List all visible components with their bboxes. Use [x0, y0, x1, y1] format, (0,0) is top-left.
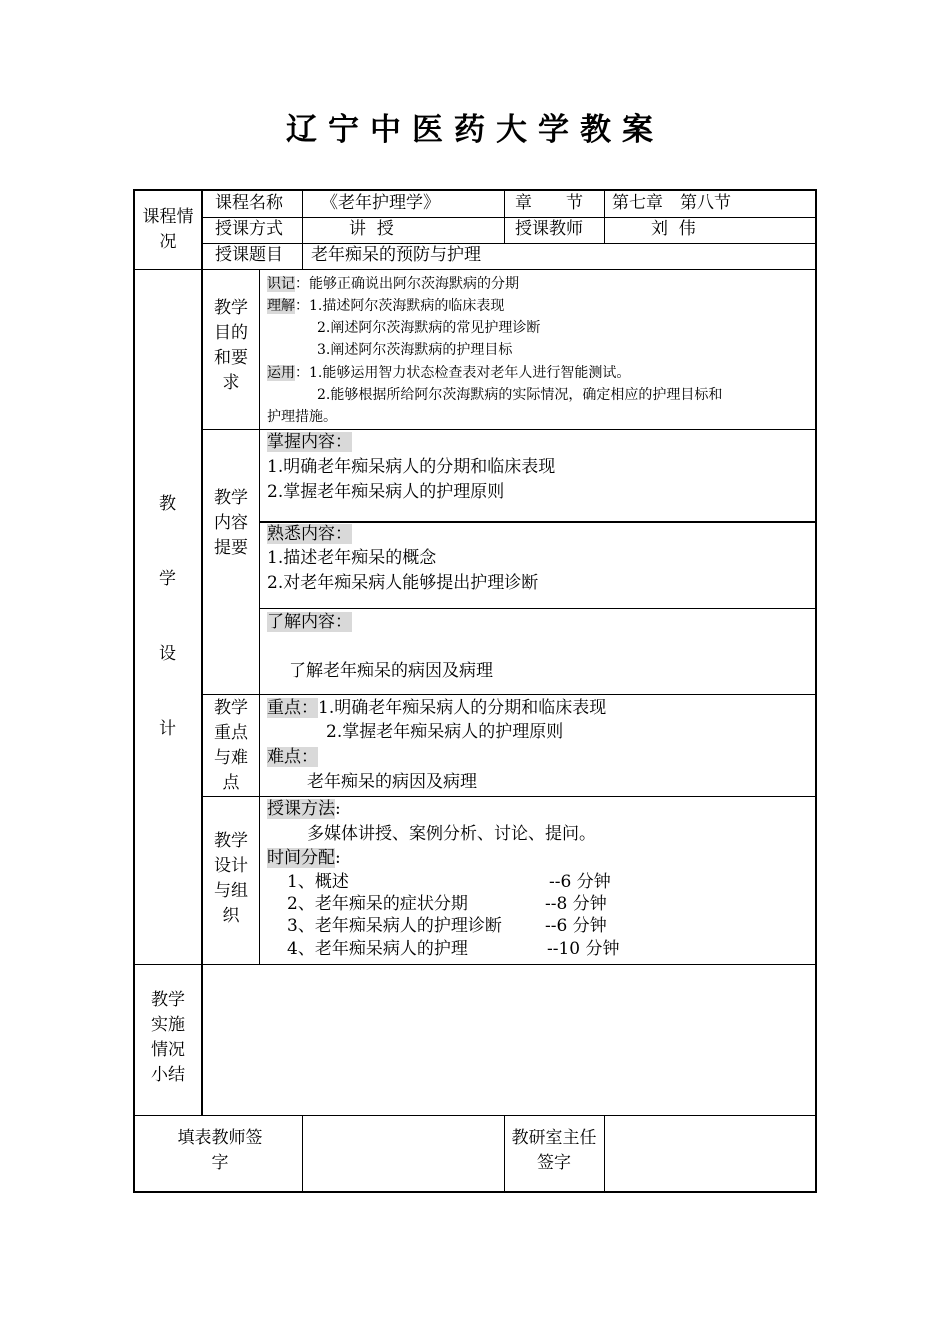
divider	[302, 191, 303, 269]
understand-item: 3.阐述阿尔茨海默病的护理目标	[317, 342, 513, 358]
divider	[201, 796, 817, 797]
apply-item: 护理措施。	[267, 409, 337, 425]
objectives-label: 教学目的和要求	[214, 298, 248, 393]
time-item-duration: --6 分钟	[549, 872, 611, 892]
understand-title: 了解内容：	[267, 612, 352, 632]
design-section-label: 学	[159, 569, 176, 589]
apply-item: ：1.能够运用智力状态检查表对老年人进行智能测试。	[295, 365, 631, 381]
divider	[259, 608, 817, 609]
divider	[135, 1115, 817, 1116]
remember-text: ：能够正确说出阿尔茨海默病的分期	[295, 276, 519, 292]
key-points-label: 教学重点与难点	[214, 698, 248, 793]
remember-tag: 识记	[267, 276, 295, 292]
director-signature-label: 教研室主任签字	[511, 1128, 597, 1173]
content-label: 教学内容提要	[214, 488, 248, 558]
chapter-value: 第七章 第八节	[612, 193, 731, 213]
master-title: 掌握内容：	[267, 432, 352, 452]
time-item-duration: --10 分钟	[547, 939, 620, 959]
teaching-method-value: 讲 授	[349, 219, 394, 239]
difficult-item: 老年痴呆的病因及病理	[307, 772, 477, 792]
familiar-title: 熟悉内容：	[267, 524, 352, 544]
lesson-plan-table	[133, 189, 817, 1193]
divider	[201, 243, 817, 244]
topic-label: 授课题目	[215, 245, 283, 265]
understand-item: ：1.描述阿尔茨海默病的临床表现	[295, 298, 505, 314]
method-text: 多媒体讲授、案例分析、讨论、提问。	[307, 824, 596, 844]
time-tag: 时间分配	[267, 848, 335, 868]
divider	[135, 269, 817, 270]
key-tag: 重点：	[267, 698, 318, 718]
divider	[604, 1115, 605, 1193]
summary-label: 教学实施情况小结	[151, 990, 185, 1085]
course-info-section-label: 课程情况	[142, 207, 194, 252]
organization-label: 教学设计与组织	[214, 831, 248, 926]
time-item-duration: --8 分钟	[545, 894, 607, 914]
master-item: 1.明确老年痴呆病人的分期和临床表现	[267, 457, 556, 477]
design-section-label: 教	[159, 494, 176, 514]
understand-item: 2.阐述阿尔茨海默病的常见护理诊断	[317, 320, 541, 336]
key-item: 1.明确老年痴呆病人的分期和临床表现	[318, 698, 607, 718]
chapter-label: 章 节	[515, 193, 583, 213]
method-tag: 授课方法	[267, 799, 335, 819]
divider	[504, 191, 505, 243]
design-section-label: 计	[159, 719, 176, 739]
time-item-name: 3、老年痴呆病人的护理诊断	[287, 916, 502, 936]
difficult-tag: 难点：	[267, 747, 318, 767]
divider	[135, 964, 817, 965]
design-section-label: 设	[159, 644, 176, 664]
course-name-value: 《老年护理学》	[321, 193, 440, 213]
divider	[259, 269, 260, 964]
page-title: 辽宁中医药大学教案	[286, 112, 664, 148]
divider	[302, 1115, 303, 1193]
divider	[201, 429, 817, 430]
key-item: 2.掌握老年痴呆病人的护理原则	[326, 722, 564, 742]
divider	[201, 694, 817, 695]
time-item-duration: --6 分钟	[545, 916, 607, 936]
understand-tag: 理解	[267, 298, 295, 314]
time-item-name: 4、老年痴呆病人的护理	[287, 939, 468, 959]
familiar-item: 1.描述老年痴呆的概念	[267, 548, 437, 568]
teacher-value: 刘 伟	[651, 219, 696, 239]
familiar-item: 2.对老年痴呆病人能够提出护理诊断	[267, 573, 539, 593]
teacher-label: 授课教师	[515, 219, 583, 239]
time-item-name: 2、老年痴呆的症状分期	[287, 894, 468, 914]
teaching-method-label: 授课方式	[215, 219, 283, 239]
course-name-label: 课程名称	[215, 193, 283, 213]
topic-value: 老年痴呆的预防与护理	[311, 245, 481, 265]
divider	[604, 191, 605, 243]
divider	[201, 217, 817, 218]
apply-tag: 运用	[267, 365, 295, 381]
apply-item: 2.能够根据所给阿尔茨海默病的实际情况，确定相应的护理目标和	[317, 387, 723, 403]
time-colon: :	[335, 848, 341, 868]
method-colon: :	[335, 799, 341, 819]
time-item-name: 1、概述	[287, 872, 349, 892]
master-item: 2.掌握老年痴呆病人的护理原则	[267, 482, 505, 502]
divider	[201, 191, 203, 1115]
teacher-signature-label: 填表教师签字	[177, 1128, 263, 1173]
understand-content-item: 了解老年痴呆的病因及病理	[289, 661, 493, 681]
divider	[504, 1115, 505, 1193]
